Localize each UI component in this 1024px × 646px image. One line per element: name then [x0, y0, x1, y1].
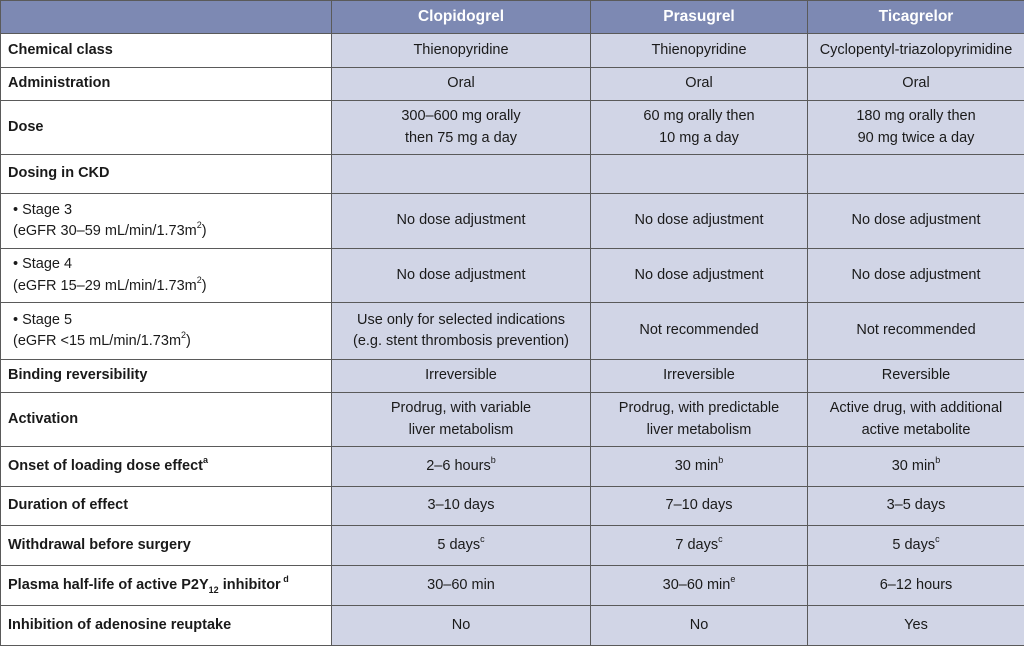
table-row — [1, 194, 1024, 249]
cell-clopidogrel-stage-4: No dose adjustment — [332, 249, 591, 303]
header-clopidogrel: Clopidogrel — [332, 1, 591, 34]
cell-ticagrelor-chemical-class: Cyclopentyl-triazolopyrimidine — [808, 34, 1024, 68]
cell-line: Prodrug, with predictable — [597, 398, 801, 419]
row-label-dosing-ckd: Dosing in CKD — [1, 155, 332, 194]
cell-line: 60 mg orally then — [597, 106, 801, 127]
row-label-activation: Activation — [1, 393, 332, 447]
table-row — [1, 606, 1024, 646]
row-label-chemical-class: Chemical class — [1, 34, 332, 68]
header-row — [1, 1, 1024, 34]
cell-line: Use only for selected indications — [338, 310, 584, 331]
table-row — [1, 101, 1024, 155]
header-corner-cell — [1, 1, 332, 34]
cell-empty — [591, 155, 808, 194]
table-row — [1, 360, 1024, 393]
table-row — [1, 447, 1024, 487]
cell-prasugrel-adenosine: No — [591, 606, 808, 646]
cell-line: then 75 mg a day — [338, 128, 584, 149]
table-row — [1, 34, 1024, 68]
cell-prasugrel-dose — [591, 101, 808, 155]
cell-line: 90 mg twice a day — [814, 128, 1018, 149]
cell-ticagrelor-activation — [808, 393, 1024, 447]
row-label-stage-3 — [1, 194, 332, 249]
cell-ticagrelor-dose — [808, 101, 1024, 155]
row-label-half-life: Plasma half-life of active $P2Y_{12}$ inhibitor $^d$ — [1, 566, 332, 606]
cell-prasugrel-duration: 7–10 days — [591, 487, 808, 526]
cell-line: 10 mg a day — [597, 128, 801, 149]
cell-ticagrelor-adenosine: Yes — [808, 606, 1024, 646]
cell-ticagrelor-binding: Reversible — [808, 360, 1024, 393]
stage-egfr-range: (eGFR 30–59 $mL/\min/1.73m^2$) — [13, 221, 325, 242]
cell-prasugrel-onset: 30 $\min^b$ — [591, 447, 808, 487]
cell-clopidogrel-adenosine: No — [332, 606, 591, 646]
table-row — [1, 487, 1024, 526]
cell-clopidogrel-chemical-class: Thienopyridine — [332, 34, 591, 68]
stage-name: • Stage 5 — [13, 310, 325, 331]
header-ticagrelor: Ticagrelor — [808, 1, 1024, 34]
cell-line: liver metabolism — [338, 420, 584, 441]
row-label-administration: Administration — [1, 68, 332, 101]
cell-clopidogrel-dose — [332, 101, 591, 155]
row-label-withdrawal: Withdrawal before surgery — [1, 526, 332, 566]
stage-egfr-range: (eGFR <15 $mL/\min/1.73m^2$) — [13, 331, 325, 352]
cell-line: Prodrug, with variable — [338, 398, 584, 419]
table-row — [1, 155, 1024, 194]
table-row — [1, 249, 1024, 303]
cell-prasugrel-activation — [591, 393, 808, 447]
cell-prasugrel-half-life: 30–60 $\min^e$ — [591, 566, 808, 606]
cell-ticagrelor-duration: 3–5 days — [808, 487, 1024, 526]
table-row — [1, 566, 1024, 606]
cell-clopidogrel-administration: Oral — [332, 68, 591, 101]
row-label-duration: Duration of effect — [1, 487, 332, 526]
cell-empty — [808, 155, 1024, 194]
stage-egfr-range: (eGFR 15–29 $mL/\min/1.73m^2$) — [13, 276, 325, 297]
cell-clopidogrel-duration: 3–10 days — [332, 487, 591, 526]
row-label-stage-4 — [1, 249, 332, 303]
cell-line: 300–600 mg orally — [338, 106, 584, 127]
cell-clopidogrel-withdrawal: 5 days$^c$ — [332, 526, 591, 566]
cell-clopidogrel-onset: 2–6 hours$^b$ — [332, 447, 591, 487]
cell-ticagrelor-withdrawal: 5 days$^c$ — [808, 526, 1024, 566]
cell-ticagrelor-half-life: 6–12 hours — [808, 566, 1024, 606]
header-prasugrel: Prasugrel — [591, 1, 808, 34]
table-row — [1, 393, 1024, 447]
cell-prasugrel-binding: Irreversible — [591, 360, 808, 393]
cell-line: liver metabolism — [597, 420, 801, 441]
cell-line: (e.g. stent thrombosis prevention) — [338, 331, 584, 352]
cell-empty — [332, 155, 591, 194]
cell-line: Active drug, with additional — [814, 398, 1018, 419]
cell-ticagrelor-stage-3: No dose adjustment — [808, 194, 1024, 249]
table-row — [1, 526, 1024, 566]
row-label-dose: Dose — [1, 101, 332, 155]
row-label-adenosine: Inhibition of adenosine reuptake — [1, 606, 332, 646]
cell-prasugrel-administration: Oral — [591, 68, 808, 101]
cell-ticagrelor-stage-4: No dose adjustment — [808, 249, 1024, 303]
stage-name: • Stage 4 — [13, 254, 325, 275]
cell-prasugrel-stage-3: No dose adjustment — [591, 194, 808, 249]
table-row — [1, 303, 1024, 360]
cell-line: 180 mg orally then — [814, 106, 1018, 127]
row-label-stage-5 — [1, 303, 332, 360]
cell-prasugrel-stage-4: No dose adjustment — [591, 249, 808, 303]
row-label-onset: Onset of loading dose effect$^a$ — [1, 447, 332, 487]
cell-ticagrelor-administration: Oral — [808, 68, 1024, 101]
cell-clopidogrel-stage-5 — [332, 303, 591, 360]
stage-name: • Stage 3 — [13, 200, 325, 221]
cell-ticagrelor-onset: 30 $\min^b$ — [808, 447, 1024, 487]
cell-prasugrel-withdrawal: 7 days$^c$ — [591, 526, 808, 566]
cell-clopidogrel-half-life: 30–60 min — [332, 566, 591, 606]
cell-prasugrel-stage-5: Not recommended — [591, 303, 808, 360]
cell-clopidogrel-stage-3: No dose adjustment — [332, 194, 591, 249]
cell-prasugrel-chemical-class: Thienopyridine — [591, 34, 808, 68]
row-label-binding-reversibility: Binding reversibility — [1, 360, 332, 393]
table-row — [1, 68, 1024, 101]
cell-clopidogrel-binding: Irreversible — [332, 360, 591, 393]
cell-ticagrelor-stage-5: Not recommended — [808, 303, 1024, 360]
cell-line: active metabolite — [814, 420, 1018, 441]
cell-clopidogrel-activation — [332, 393, 591, 447]
